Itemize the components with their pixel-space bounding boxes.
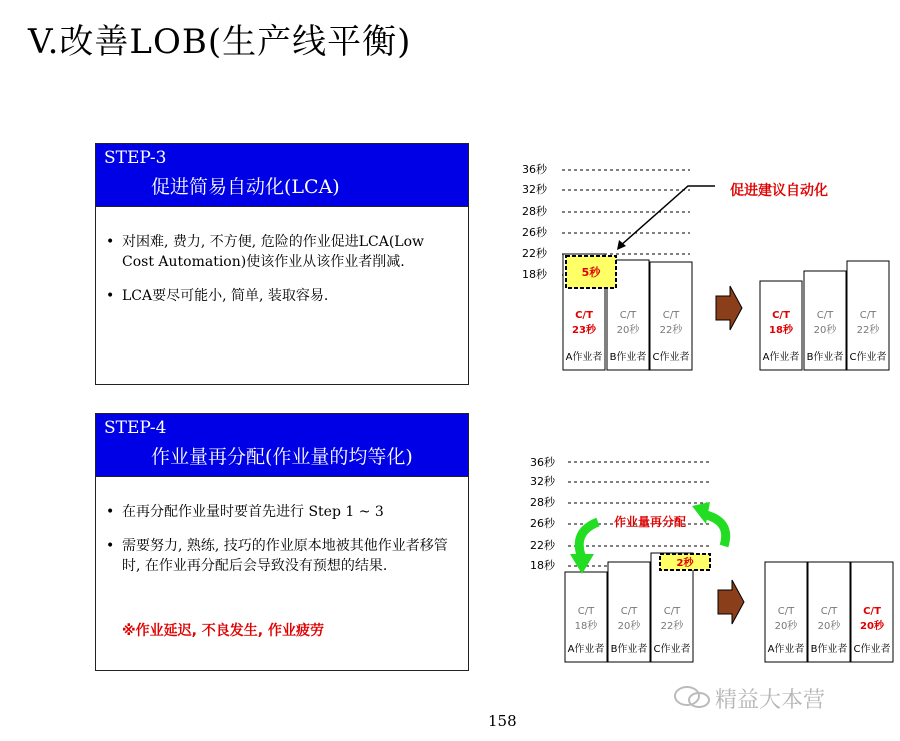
y-axis-ticks xyxy=(522,162,548,281)
ct-value: 20秒 xyxy=(616,325,640,336)
arrow-label: 作业量再分配 xyxy=(613,515,687,529)
list-item: • 需要努力, 熟练, 技巧的作业原本地被其他作业者移管时, 在作业再分配后会导致没有预想的结果. xyxy=(106,538,448,574)
ct-value: 22秒 xyxy=(856,325,880,336)
ct-value: 23秒 xyxy=(572,325,596,336)
step4-header xyxy=(96,414,468,477)
ct-label: C/T xyxy=(863,606,881,617)
ct-label: C/T xyxy=(620,606,638,617)
ct-label: C/T xyxy=(575,310,593,321)
ct-label: C/T xyxy=(577,606,595,617)
worker-label: C作业者 xyxy=(653,644,691,655)
step4-box xyxy=(95,413,469,671)
reduction-label: 5秒 xyxy=(581,266,601,279)
worker-label: C作业者 xyxy=(853,644,891,655)
left-curve-arrow xyxy=(579,522,598,558)
ct-label: C/T xyxy=(772,310,790,321)
ct-value: 20秒 xyxy=(817,621,841,632)
step4-bullets xyxy=(106,502,456,590)
worker-label: B作业者 xyxy=(610,644,648,655)
gridlines xyxy=(568,462,710,566)
page-title: V.改善LOB(生产线平衡) xyxy=(28,22,412,62)
tick-label: 28秒 xyxy=(522,205,547,218)
ct-label: C/T xyxy=(662,310,680,321)
ct-value: 18秒 xyxy=(574,621,598,632)
ct-value: 20秒 xyxy=(774,621,798,632)
left-arrowhead xyxy=(570,554,594,574)
right-arrowhead xyxy=(692,502,710,524)
tick-label: 26秒 xyxy=(522,226,547,239)
tick-label: 36秒 xyxy=(522,163,547,176)
ct-label: C/T xyxy=(816,310,834,321)
ct-label: C/T xyxy=(777,606,795,617)
worker-label: C作业者 xyxy=(652,352,690,363)
callout-label: 促进建议自动化 xyxy=(730,183,828,199)
step4-subtitle: 作业量再分配(作业量的均等化) xyxy=(151,446,413,468)
worker-label: A作业者 xyxy=(767,644,805,655)
step3-label: STEP-3 xyxy=(104,148,167,168)
worker-label: C作业者 xyxy=(849,352,887,363)
tick-label: 22秒 xyxy=(530,539,555,552)
worker-label: A作业者 xyxy=(565,352,603,363)
ct-value: 20秒 xyxy=(860,621,884,632)
y-axis-ticks xyxy=(530,455,556,572)
worker-label: B作业者 xyxy=(806,352,844,363)
transition-arrow xyxy=(716,286,742,330)
transition-arrow xyxy=(718,580,744,624)
ct-value: 22秒 xyxy=(660,621,684,632)
step4-warning: ※作业延迟, 不良发生, 作业疲劳 xyxy=(122,623,324,639)
lob-chart-step4 xyxy=(520,450,900,670)
step3-header xyxy=(96,144,468,207)
ct-value: 18秒 xyxy=(769,325,793,336)
tick-label: 18秒 xyxy=(522,268,547,281)
ct-value: 20秒 xyxy=(617,621,641,632)
ct-label: C/T xyxy=(619,310,637,321)
lob-chart-step3 xyxy=(520,158,900,388)
wechat-icon xyxy=(672,684,712,710)
ct-label: C/T xyxy=(859,310,877,321)
list-item: • 在再分配作业量时要首先进行 Step 1 ~ 3 xyxy=(106,504,384,520)
worker-label: A作业者 xyxy=(567,644,605,655)
worker-label: A作业者 xyxy=(762,352,800,363)
tick-label: 22秒 xyxy=(522,247,547,260)
step4-label: STEP-4 xyxy=(104,418,167,438)
ct-label: C/T xyxy=(663,606,681,617)
watermark: 精益大本营 xyxy=(715,688,826,713)
callout-line xyxy=(620,186,715,246)
move-label: 2秒 xyxy=(676,558,694,569)
tick-label: 18秒 xyxy=(530,559,555,572)
page-number: 158 xyxy=(488,712,517,730)
worker-label: B作业者 xyxy=(810,644,848,655)
step3-box xyxy=(95,143,469,385)
tick-label: 36秒 xyxy=(530,456,555,469)
tick-label: 32秒 xyxy=(522,183,547,196)
step3-subtitle: 促进简易自动化(LCA) xyxy=(151,176,340,198)
list-item: • 对困难, 费力, 不方便, 危险的作业促进LCA(Low Cost Automation)使该作业从该作业者削减. xyxy=(106,234,424,270)
tick-label: 32秒 xyxy=(530,475,555,488)
tick-label: 28秒 xyxy=(530,496,555,509)
list-item: • LCA要尽可能小, 简单, 装取容易. xyxy=(106,288,329,304)
step3-bullets xyxy=(106,232,456,320)
tick-label: 26秒 xyxy=(530,517,555,530)
ct-value: 22秒 xyxy=(659,325,683,336)
ct-value: 20秒 xyxy=(813,325,837,336)
worker-label: B作业者 xyxy=(609,352,647,363)
ct-label: C/T xyxy=(820,606,838,617)
